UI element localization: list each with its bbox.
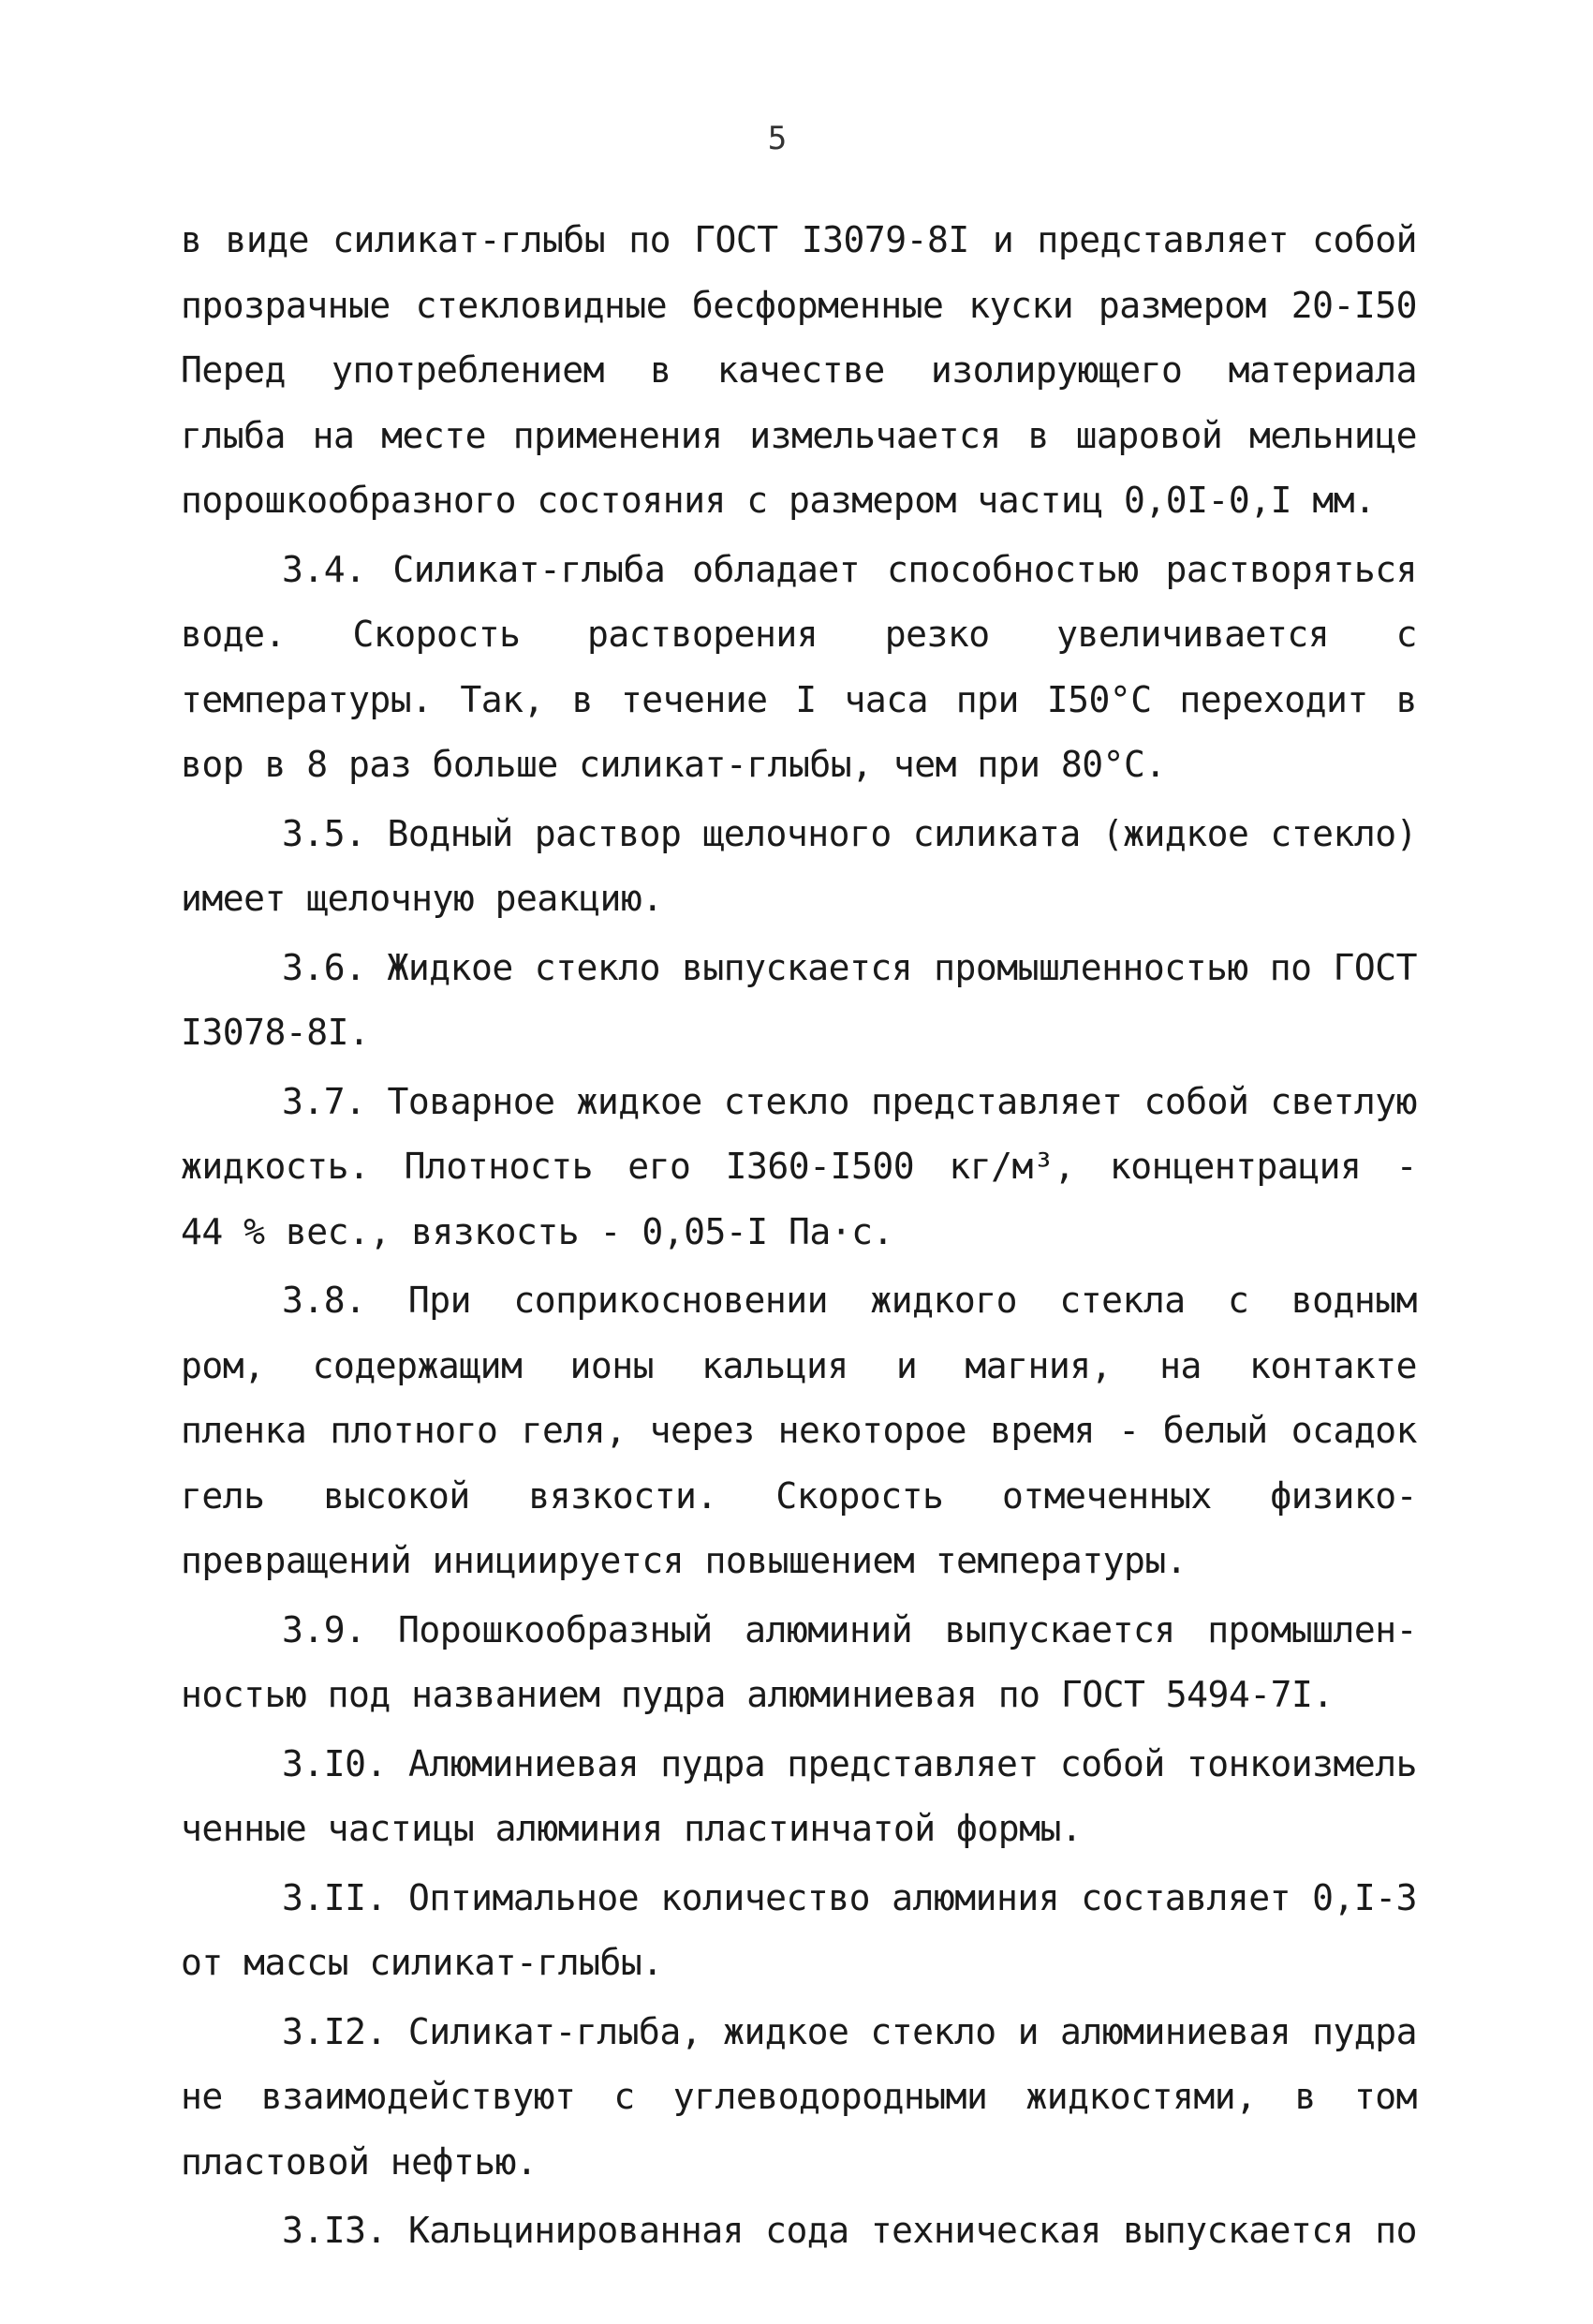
paragraph-p-cont [181, 208, 1417, 534]
text-line: 3.8. При соприкосновении жидкого стекла с водным [282, 1280, 1417, 1321]
paragraph-p-3-11 [181, 1866, 1417, 1996]
text-line: Перед употреблением в качестве изолирующего материала [181, 349, 1417, 391]
paragraph-p-3-4 [181, 538, 1417, 798]
text-line: гель высокой вязкости. Скорость отмеченных физико- [181, 1474, 1417, 1517]
text-line: 3.II. Оптимальное количество алюминия составляет 0,I-3 [282, 1876, 1417, 1918]
paragraph-p-3-9 [181, 1598, 1417, 1728]
text-line: 44 % вес., вязкость - 0,05-I Па·с. [181, 1210, 893, 1252]
text-line: 3.I2. Силикат-глыба, жидкое стекло и алюминиевая пудра [282, 2010, 1417, 2052]
text-line: 3.5. Водный раствор щелочного силиката (жидкое стекло) [282, 812, 1417, 854]
text-line: 3.I0. Алюминиевая пудра представляет собой тонкоизмель [282, 1742, 1417, 1784]
paragraph-p-3-13 [181, 2198, 1417, 2264]
text-line: 3.9. Порошкообразный алюминий выпускается промышлен- [282, 1608, 1417, 1650]
text-line: в виде силикат-глыбы по ГОСТ I3079-8I и представляет собой [181, 219, 1417, 260]
text-line: порошкообразного состояния с размером частиц 0,0I-0,I мм. [181, 480, 1376, 521]
text-line: ностью под названием пудра алюминиевая по ГОСТ 5494-7I. [181, 1674, 1334, 1715]
text-line: прозрачные стекловидные бесформенные куски размером 20-I50 [181, 284, 1417, 326]
text-line: температуры. Так, в течение I часа при I50°С переходит в [181, 678, 1417, 720]
text-line: от массы силикат-глыбы. [181, 1942, 663, 1983]
text-line: 3.I3. Кальцинированная сода техническая выпускается по [282, 2210, 1417, 2251]
paragraph-p-3-5 [181, 802, 1417, 932]
text-line: превращений инициируется повышением температуры. [181, 1540, 1187, 1581]
paragraph-p-3-7 [181, 1070, 1417, 1266]
text-line: пленка плотного геля, через некоторое время - белый осадок [181, 1410, 1417, 1451]
text-line: имеет щелочную реакцию. [181, 878, 663, 919]
text-line: не взаимодействуют с углеводородными жидкостями, в том [181, 2076, 1417, 2117]
paragraph-p-3-10 [181, 1732, 1417, 1862]
page-number: 5 [767, 120, 788, 157]
paragraph-p-3-12 [181, 2000, 1417, 2196]
text-line: 3.6. Жидкое стекло выпускается промышленностью по ГОСТ [282, 946, 1417, 988]
text-line: 3.4. Силикат-глыба обладает способностью растворяться [282, 548, 1417, 590]
paragraph-p-3-8 [181, 1268, 1417, 1594]
text-line: воде. Скорость растворения резко увеличивается с [181, 614, 1417, 655]
text-line: пластовой нефтью. [181, 2140, 538, 2183]
text-line: ром, содержащим ионы кальция и магния, на контакте [181, 1344, 1417, 1386]
text-line: глыба на месте применения измельчается в шаровой мельнице [181, 414, 1417, 456]
text-line: вор в 8 раз больше силикат-глыбы, чем при 80°С. [181, 744, 1166, 785]
text-line: I3078-8I. [181, 1012, 370, 1053]
body-text [181, 208, 1417, 2268]
text-line: ченные частицы алюминия пластинчатой формы. [181, 1808, 1083, 1849]
text-line: 3.7. Товарное жидкое стекло представляет собой светлую [282, 1080, 1417, 1122]
paragraph-p-3-6 [181, 936, 1417, 1066]
text-line: жидкость. Плотность его I360-I500 кг/м³, концентрация - [181, 1146, 1417, 1187]
